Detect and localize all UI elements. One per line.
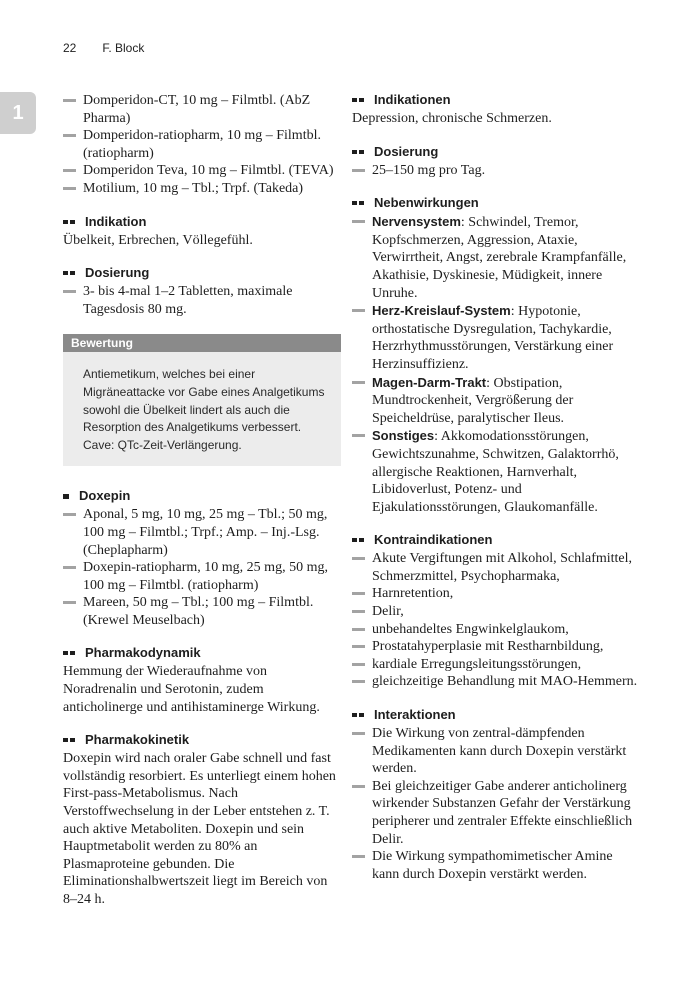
- chapter-tab-number: 1: [12, 101, 24, 124]
- drug-heading-doxepin: [63, 488, 341, 504]
- list-item: Harnretention,: [352, 585, 642, 603]
- heading-marker-icon: [352, 201, 364, 205]
- list-item: Doxepin-ratiopharm, 10 mg, 25 mg, 50 mg, 100 mg – Filmtbl. (ratiopharm): [63, 559, 341, 594]
- list-item: Aponal, 5 mg, 10 mg, 25 mg – Tbl.; 50 mg, 100 mg – Filmtbl.; Trpf.; Amp. – Inj.-Lsg. (Cheplapharm): [63, 506, 341, 559]
- pharmakodynamik-text: Hemmung der Wiederaufnahme von Noradrenalin und Serotonin, zudem anticholinerge und antihistaminerge Wirkung.: [63, 664, 320, 715]
- list-item: 3- bis 4-mal 1–2 Tabletten, maximale Tagesdosis 80 mg.: [63, 283, 341, 318]
- page-number: 22: [63, 41, 77, 55]
- section-heading-pharmakokinetik: [63, 732, 341, 748]
- pharmakokinetik-text: Doxepin wird nach oraler Gabe schnell und fast vollständig resorbiert. Es unterliegt einem hohen First-pass-Metabolismus. Nach Verstoffwechselung in der Leber entstehen z. T. auch aktive Metaboliten. Doxepin und sein Hauptmetabolit werden zu 80% an Plasmaproteine gebunden. Die Eliminationshalbwertszeit liegt im Bereich von 8–24 h.: [63, 751, 336, 907]
- heading-text: Indikationen: [374, 92, 451, 107]
- section-heading-indikationen: [352, 92, 642, 108]
- product-list-doxepin: [63, 506, 341, 629]
- right-column: [352, 92, 642, 883]
- list-item: [352, 213, 642, 302]
- heading-text: Kontraindikationen: [374, 532, 493, 548]
- heading-text: Doxepin: [79, 488, 131, 504]
- list-item: 25–150 mg pro Tag.: [352, 162, 642, 180]
- item-label: Sonstiges: [372, 428, 435, 444]
- product-list-domperidon: [63, 92, 341, 198]
- item-label: Herz-Kreislauf-System: [372, 303, 511, 319]
- indikationen-text: Depression, chronische Schmerzen.: [352, 111, 552, 126]
- list-item: gleichzeitige Behandlung mit MAO-Hemmern.: [352, 673, 642, 691]
- list-item: kardiale Erregungsleitungsstörungen,: [352, 656, 642, 674]
- heading-marker-icon: [63, 271, 75, 275]
- item-label: Nervensystem: [372, 214, 461, 230]
- list-item: Akute Vergiftungen mit Alkohol, Schlafmittel, Schmerzmittel, Psychopharmaka,: [352, 550, 642, 585]
- author-name: F. Block: [102, 41, 145, 55]
- list-item: Domperidon Teva, 10 mg – Filmtbl. (TEVA): [63, 162, 341, 180]
- kontraindikationen-list: [352, 550, 642, 691]
- section-heading-dosierung-right: [352, 144, 642, 160]
- heading-marker-icon: [352, 98, 364, 102]
- nebenwirkungen-list: [352, 213, 642, 516]
- heading-text: Dosierung: [374, 143, 439, 159]
- interaktionen-list: [352, 725, 642, 883]
- list-item: Bei gleichzeitiger Gabe anderer anticholinerg wirkender Substanzen Gefahr der Verstärkung peripherer und zentraler Effekte einschließlich Delir.: [352, 778, 642, 848]
- section-heading-dosierung: [63, 265, 341, 281]
- section-heading-indikation: [63, 214, 341, 230]
- bewertung-text: Antiemetikum, welches bei einer Migräneattacke vor Gabe eines Analgetikums sowohl die Übelkeit lindert als auch die Resorption des Analgetikums verbessert. Cave: QTc-Zeit-Verlängerung.: [83, 367, 325, 452]
- left-column: [63, 92, 341, 909]
- bewertung-box: [63, 334, 341, 466]
- heading-text: Dosierung: [85, 265, 150, 281]
- list-item: Domperidon-CT, 10 mg – Filmtbl. (AbZ Pharma): [63, 92, 341, 127]
- item-text: : Obstipation, Mundtrockenheit, Vergrößerung der Speicheldrüse, paralytischer Ileus.: [372, 375, 574, 426]
- section-heading-interaktionen: [352, 707, 642, 723]
- item-label: Magen-Darm-Trakt: [372, 374, 487, 390]
- list-item: Die Wirkung von zentral-dämpfenden Medikamenten kann durch Doxepin verstärkt werden.: [352, 725, 642, 778]
- heading-marker-icon: [63, 738, 75, 742]
- item-text: : Akkomodationsstörungen, Gewichtszunahme, Schwitzen, Galaktorrhö, allergische Reaktionen, Harnverhalt, Libidoverlust, Potenz- und Ejakulationsstörungen, Glaukomanfälle.: [372, 429, 619, 515]
- list-item: [352, 302, 642, 373]
- list-item: Motilium, 10 mg – Tbl.; Trpf. (Takeda): [63, 180, 341, 198]
- heading-marker-icon: [63, 494, 69, 499]
- item-text: : Hypotonie, orthostatische Dysregulation, Tachykardie, Herzrhythmusstörungen, Verstärkung einer Herzinsuffizienz.: [372, 304, 614, 372]
- heading-marker-icon: [63, 220, 75, 224]
- section-heading-kontraindikationen: [352, 532, 642, 548]
- chapter-tab: [0, 92, 36, 134]
- heading-marker-icon: [352, 713, 364, 717]
- heading-text: Interaktionen: [374, 707, 456, 723]
- dosierung-list: [63, 283, 341, 318]
- list-item: [352, 427, 642, 516]
- heading-marker-icon: [352, 538, 364, 542]
- indikation-text: Übelkeit, Erbrechen, Völlegefühl.: [63, 232, 253, 248]
- page-header: [63, 41, 144, 55]
- section-heading-pharmakodynamik: [63, 645, 341, 661]
- heading-text: Nebenwirkungen: [374, 195, 479, 211]
- section-heading-nebenwirkungen: [352, 195, 642, 211]
- item-text: : Schwindel, Tremor, Kopfschmerzen, Aggression, Ataxie, Verwirrtheit, Angst, zerebrale Krampfanfälle, Akathisie, Dyskinesie, Müdigkeit, innere Unruhe.: [372, 215, 627, 301]
- list-item: Mareen, 50 mg – Tbl.; 100 mg – Filmtbl. (Krewel Meuselbach): [63, 594, 341, 629]
- heading-marker-icon: [63, 651, 75, 655]
- heading-text: Pharmakodynamik: [85, 645, 201, 661]
- list-item: Delir,: [352, 603, 642, 621]
- list-item: [352, 374, 642, 428]
- dosierung-right-list: [352, 162, 642, 180]
- list-item: Die Wirkung sympathomimetischer Amine kann durch Doxepin verstärkt werden.: [352, 848, 642, 883]
- heading-marker-icon: [352, 150, 364, 154]
- list-item: unbehandeltes Engwinkelglaukom,: [352, 621, 642, 639]
- list-item: Prostatahyperplasie mit Restharnbildung,: [352, 638, 642, 656]
- heading-text: Pharmakokinetik: [85, 732, 190, 748]
- list-item: Domperidon-ratiopharm, 10 mg – Filmtbl. (ratiopharm): [63, 127, 341, 162]
- heading-text: Indikation: [85, 213, 147, 229]
- bewertung-title: Bewertung: [63, 334, 341, 352]
